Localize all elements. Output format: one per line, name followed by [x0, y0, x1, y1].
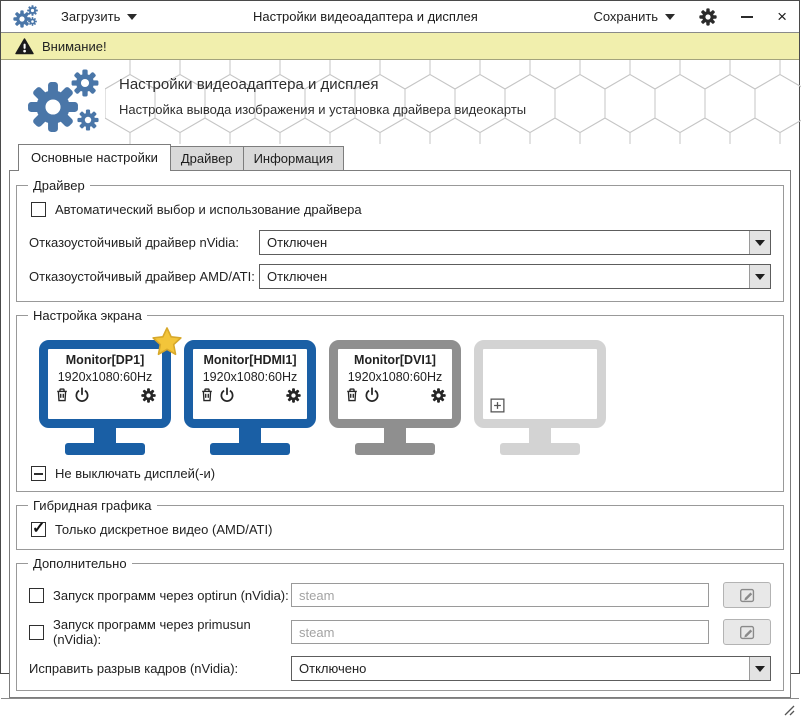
monitor-card-empty[interactable] — [474, 340, 606, 455]
titlebar — [1, 1, 799, 33]
primusun-checkbox[interactable] — [29, 625, 44, 640]
chevron-down-icon — [755, 240, 765, 246]
tearing-fix-label: Исправить разрыв кадров (nVidia): — [29, 661, 239, 676]
monitor-base — [210, 443, 290, 455]
edit-pencil-icon — [739, 587, 756, 604]
group-driver-title: Драйвер — [33, 178, 85, 193]
nvidia-failsafe-label: Отказоустойчивый драйвер nVidia: — [29, 235, 239, 250]
monitor-stand — [94, 428, 116, 443]
monitor-screen — [474, 340, 606, 428]
monitor-resolution: 1920x1080:60Hz — [347, 370, 443, 384]
add-display-icon[interactable] — [489, 397, 506, 414]
amd-failsafe-label: Отказоустойчивый драйвер AMD/ATI: — [29, 269, 255, 284]
primusun-row[interactable] — [29, 617, 291, 647]
group-screen — [16, 308, 784, 492]
monitor-name: Monitor[DP1] — [65, 353, 145, 367]
resize-grip[interactable] — [782, 703, 795, 716]
load-button[interactable] — [61, 9, 137, 24]
power-monitor-icon[interactable] — [364, 387, 380, 403]
page-header — [1, 60, 799, 144]
monitor-settings-gear-icon[interactable] — [286, 388, 301, 403]
monitor-list — [29, 325, 771, 455]
monitor-base — [500, 443, 580, 455]
monitor-card-dp1[interactable] — [39, 340, 171, 455]
keep-display-on-checkbox[interactable] — [31, 466, 46, 481]
chevron-down-icon — [755, 666, 765, 672]
chevron-down-icon — [127, 14, 137, 20]
discrete-only-row[interactable] — [31, 522, 771, 537]
close-button[interactable]: × — [777, 7, 787, 26]
warning-triangle-icon — [15, 38, 34, 55]
monitor-name: Monitor[DVI1] — [354, 353, 436, 367]
monitor-stand — [529, 428, 551, 443]
tearing-fix-value: Отключено — [299, 661, 367, 676]
monitor-resolution: 1920x1080:60Hz — [202, 370, 298, 384]
save-button-label: Сохранить — [593, 9, 659, 24]
nvidia-failsafe-value: Отключен — [267, 235, 328, 250]
power-monitor-icon[interactable] — [219, 387, 235, 403]
combo-arrow-button[interactable] — [749, 265, 770, 288]
monitor-base — [355, 443, 435, 455]
monitor-base — [65, 443, 145, 455]
tab-information[interactable]: Информация — [243, 146, 345, 170]
monitor-name: Monitor[HDMI1] — [203, 353, 297, 367]
nvidia-failsafe-select[interactable] — [259, 230, 771, 255]
auto-driver-checkbox[interactable] — [31, 202, 46, 217]
tab-main-settings[interactable]: Основные настройки — [18, 144, 171, 171]
monitor-card-hdmi1[interactable] — [184, 340, 316, 455]
status-bar — [1, 698, 799, 719]
chevron-down-icon — [755, 274, 765, 280]
page-subtitle: Настройка вывода изображения и установка драйвера видеокарты — [119, 102, 527, 117]
monitor-screen — [184, 340, 316, 428]
auto-driver-label: Автоматический выбор и использование драйвера — [55, 202, 362, 217]
primusun-label: Запуск программ через primusun (nVidia): — [53, 617, 251, 647]
amd-failsafe-select[interactable] — [259, 264, 771, 289]
delete-monitor-icon[interactable] — [54, 387, 70, 403]
optirun-input[interactable] — [291, 583, 709, 607]
group-driver — [16, 178, 784, 302]
amd-failsafe-value: Отключен — [267, 269, 328, 284]
delete-monitor-icon[interactable] — [344, 387, 360, 403]
monitor-card-dvi1[interactable] — [329, 340, 461, 455]
tab-bar — [1, 144, 799, 170]
group-hybrid-title: Гибридная графика — [33, 498, 152, 513]
group-extra — [16, 556, 784, 691]
optirun-edit-button[interactable] — [723, 582, 771, 608]
page-title: Настройки видеоадаптера и дисплея — [119, 76, 379, 93]
delete-monitor-icon[interactable] — [199, 387, 215, 403]
optirun-checkbox[interactable] — [29, 588, 44, 603]
primusun-input[interactable] — [291, 620, 709, 644]
chevron-down-icon — [665, 14, 675, 20]
auto-driver-checkbox-row[interactable] — [31, 202, 771, 217]
primusun-edit-button[interactable] — [723, 619, 771, 645]
group-screen-title: Настройка экрана — [33, 308, 142, 323]
keep-display-on-row[interactable] — [31, 466, 771, 481]
tab-driver[interactable]: Драйвер — [170, 146, 244, 170]
edit-pencil-icon — [739, 624, 756, 641]
monitor-stand — [239, 428, 261, 443]
discrete-only-checkbox[interactable] — [31, 522, 46, 537]
optirun-label: Запуск программ через optirun (nVidia): — [53, 587, 289, 603]
group-hybrid — [16, 498, 784, 550]
monitor-stand — [384, 428, 406, 443]
save-button[interactable] — [593, 9, 675, 24]
optirun-row[interactable] — [29, 588, 291, 603]
load-button-label: Загрузить — [61, 9, 121, 24]
combo-arrow-button[interactable] — [749, 657, 770, 680]
settings-gear-button[interactable] — [699, 8, 717, 26]
monitor-resolution: 1920x1080:60Hz — [57, 370, 153, 384]
keep-display-on-label: Не выключать дисплей(-и) — [55, 466, 216, 481]
monitor-screen — [329, 340, 461, 428]
window-title: Настройки видеоадаптера и дисплея — [252, 9, 478, 24]
monitor-settings-gear-icon[interactable] — [141, 388, 156, 403]
warning-banner — [1, 33, 799, 60]
monitor-settings-gear-icon[interactable] — [431, 388, 446, 403]
power-monitor-icon[interactable] — [74, 387, 90, 403]
primary-star-icon — [151, 326, 183, 358]
gears-logo-icon — [25, 67, 113, 139]
minimize-button[interactable] — [741, 16, 753, 18]
warning-text: Внимание! — [42, 38, 107, 54]
app-logo-icon — [13, 5, 41, 29]
tearing-fix-select[interactable] — [291, 656, 771, 681]
combo-arrow-button[interactable] — [749, 231, 770, 254]
tab-panel — [9, 170, 791, 698]
discrete-only-label: Только дискретное видео (AMD/ATI) — [55, 522, 273, 537]
group-extra-title: Дополнительно — [33, 556, 127, 571]
